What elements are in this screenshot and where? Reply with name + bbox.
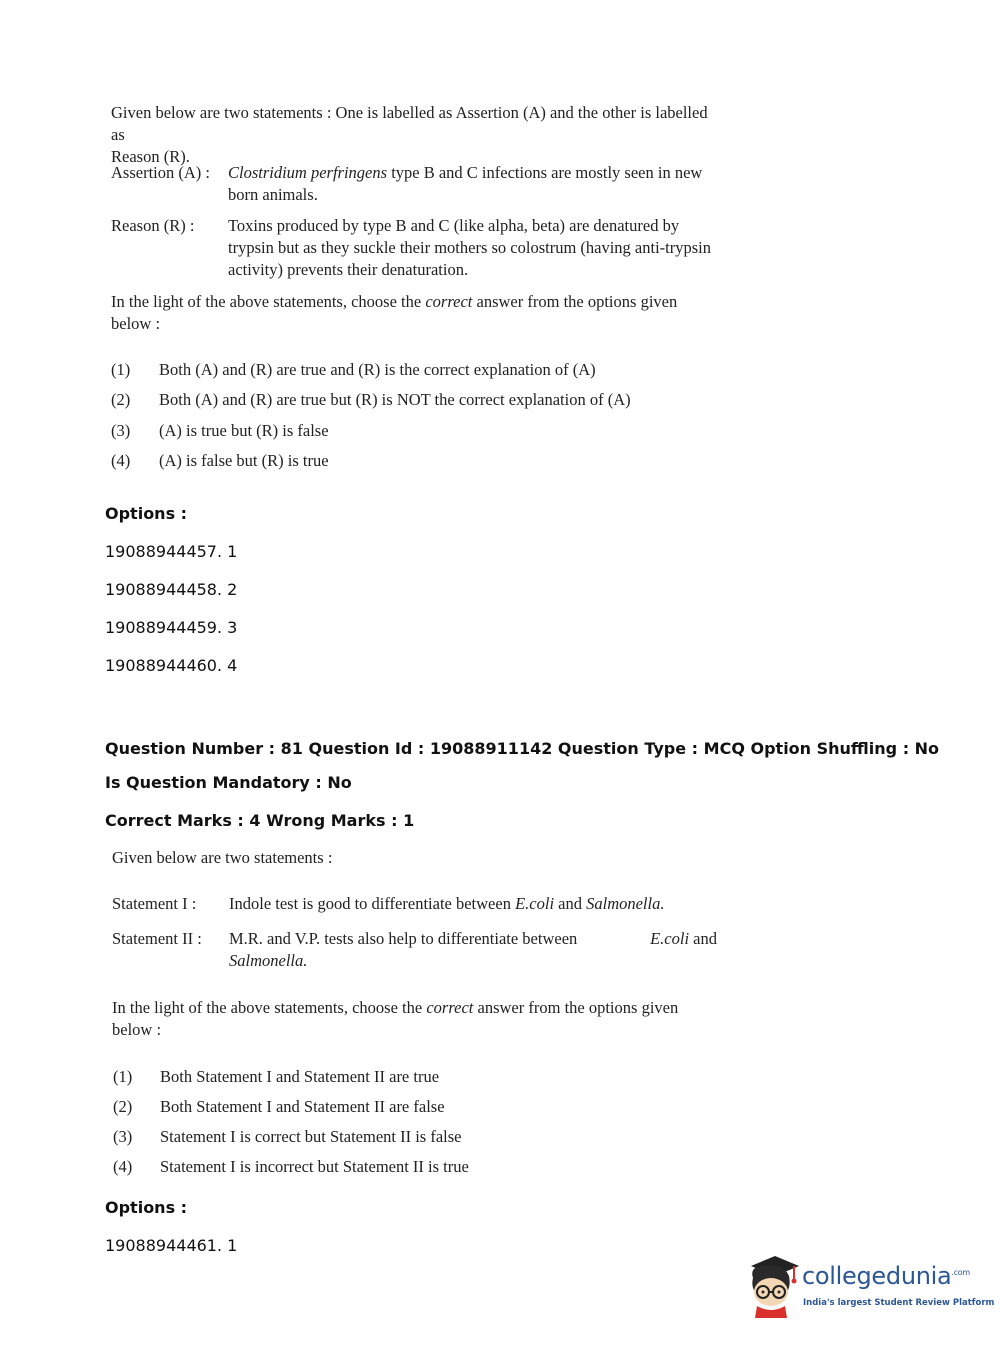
q80-choice-num-1: (1)	[111, 360, 131, 379]
q81-statement-1	[112, 893, 722, 915]
collegedunia-logo[interactable]	[743, 1252, 995, 1322]
q80-choice-text-2: Both (A) and (R) are true but (R) is NOT the correct explanation of (A)	[159, 390, 631, 409]
q80-choice-text-4: (A) is false but (R) is true	[159, 451, 329, 470]
q81-choice-text-2: Both Statement I and Statement II are false	[160, 1097, 445, 1116]
reason-text	[228, 215, 711, 281]
statement-2-text	[229, 928, 717, 972]
logo-tagline: India's largest Student Review Platform	[803, 1298, 995, 1308]
q80-intro-line2: Reason (R).	[111, 147, 190, 166]
q81-meta-line2: Is Question Mandatory : No	[105, 773, 352, 792]
reason-text-l3: activity) prevents their denaturation.	[228, 260, 469, 279]
q81-choice-num-2: (2)	[113, 1097, 133, 1116]
q81-choice-num-3: (3)	[113, 1127, 133, 1146]
reason-text-l1: Toxins produced by type B and C (like alpha, beta) are denatured by	[228, 216, 680, 235]
s2-organism-1: E.coli	[650, 929, 690, 948]
q80-choice-num-2: (2)	[111, 390, 131, 409]
s1-organism-1: E.coli	[515, 894, 555, 913]
q81-statement-2	[112, 928, 722, 972]
q81-intro: Given below are two statements :	[112, 848, 333, 867]
assertion-label: Assertion (A) :	[111, 163, 210, 182]
statement-1-label: Statement I :	[112, 894, 197, 913]
logo-suffix: .com	[951, 1268, 970, 1277]
q80-assertion	[111, 162, 721, 206]
q80-choice-text-3: (A) is true but (R) is false	[159, 421, 329, 440]
logo-wordmark: collegedunia	[802, 1262, 952, 1290]
q81-option-id-1: 19088944461. 1	[105, 1236, 238, 1255]
s1-text-a: Indole test is good to differentiate between	[229, 894, 516, 913]
assertion-text-l2: born animals.	[228, 185, 318, 204]
q80-option-id-2: 19088944458. 2	[105, 580, 238, 599]
assertion-organism: Clostridium perfringens	[228, 163, 388, 182]
q80-choice-text-1: Both (A) and (R) are true and (R) is the correct explanation of (A)	[159, 360, 596, 379]
statement-1-text	[229, 893, 664, 915]
q80-reason	[111, 215, 721, 281]
statement-2-label: Statement II :	[112, 929, 202, 948]
s1-organism-2: Salmonella.	[586, 894, 665, 913]
q81-marks: Correct Marks : 4 Wrong Marks : 1	[105, 811, 415, 830]
q80-intro	[111, 102, 721, 168]
reason-text-l2: trypsin but as they suckle their mothers so colostrum (having anti-trypsin	[228, 238, 712, 257]
q80-options-heading: Options :	[105, 504, 188, 523]
q80-choose-b: answer from the options given	[472, 292, 678, 311]
s2-text-a: M.R. and V.P. tests also help to differentiate between	[229, 929, 578, 948]
q80-option-id-4: 19088944460. 4	[105, 656, 238, 675]
q81-choice-num-4: (4)	[113, 1157, 133, 1176]
q81-choose-a: In the light of the above statements, choose the	[112, 998, 427, 1017]
q80-option-id-1: 19088944457. 1	[105, 542, 238, 561]
q81-choice-text-4: Statement I is incorrect but Statement II is true	[160, 1157, 469, 1176]
s2-text-b: and	[689, 929, 717, 948]
q81-choose-b: answer from the options given	[473, 998, 679, 1017]
reason-label: Reason (R) :	[111, 216, 195, 235]
q80-choose-instruction	[111, 291, 721, 335]
q80-option-id-3: 19088944459. 3	[105, 618, 238, 637]
q80-choice-num-3: (3)	[111, 421, 131, 440]
q81-choice-num-1: (1)	[113, 1067, 133, 1086]
s1-text-b: and	[554, 894, 587, 913]
q81-choice-text-1: Both Statement I and Statement II are true	[160, 1067, 440, 1086]
assertion-text	[228, 162, 702, 206]
q81-choice-text-3: Statement I is correct but Statement II is false	[160, 1127, 462, 1146]
q81-choose-italic: correct	[426, 998, 474, 1017]
q80-choose-a: In the light of the above statements, choose the	[111, 292, 426, 311]
q80-intro-line1: Given below are two statements : One is labelled as Assertion (A) and the other is labelled as	[111, 103, 708, 144]
assertion-text-l1: type B and C infections are mostly seen in new	[387, 163, 703, 182]
q80-choose-italic: correct	[425, 292, 473, 311]
s2-organism-2: Salmonella.	[229, 951, 308, 970]
q80-choice-num-4: (4)	[111, 451, 131, 470]
q80-choose-l2: below :	[111, 314, 161, 333]
mascot-icon	[743, 1252, 803, 1318]
q81-meta-line1: Question Number : 81 Question Id : 19088911142 Question Type : MCQ Option Shuffling : No	[105, 739, 940, 758]
q81-choose-l2: below :	[112, 1020, 162, 1039]
q81-choose-instruction	[112, 997, 722, 1041]
q81-options-heading: Options :	[105, 1198, 188, 1217]
